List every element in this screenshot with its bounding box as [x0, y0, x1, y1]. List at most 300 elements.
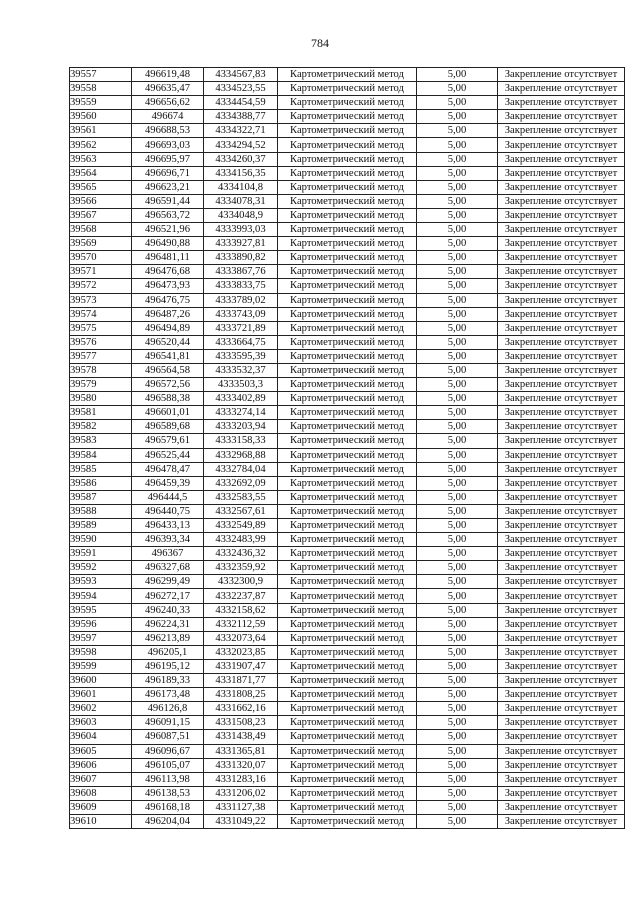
- method-cell: Картометрический метод: [278, 223, 417, 237]
- table-row: [70, 378, 625, 392]
- table-row: [70, 237, 625, 251]
- point-number-cell: 39559: [70, 96, 132, 110]
- table-row: [70, 152, 625, 166]
- x-coordinate-cell: 496091,15: [132, 716, 204, 730]
- table-row: [70, 96, 625, 110]
- table-row: [70, 603, 625, 617]
- method-cell: Картометрический метод: [278, 533, 417, 547]
- table-row: [70, 674, 625, 688]
- point-number-cell: 39565: [70, 180, 132, 194]
- x-coordinate-cell: 496173,48: [132, 688, 204, 702]
- method-cell: Картометрический метод: [278, 476, 417, 490]
- fixing-cell: Закрепление отсутствует: [498, 434, 625, 448]
- point-number-cell: 39596: [70, 617, 132, 631]
- table-row: [70, 180, 625, 194]
- point-number-cell: 39591: [70, 547, 132, 561]
- x-coordinate-cell: 496579,61: [132, 434, 204, 448]
- y-coordinate-cell: 4334078,31: [204, 194, 278, 208]
- y-coordinate-cell: 4334454,59: [204, 96, 278, 110]
- fixing-cell: Закрепление отсутствует: [498, 730, 625, 744]
- fixing-cell: Закрепление отсутствует: [498, 476, 625, 490]
- table-row: [70, 772, 625, 786]
- table-row: [70, 744, 625, 758]
- table-row: [70, 476, 625, 490]
- fixing-cell: Закрепление отсутствует: [498, 378, 625, 392]
- table-row: [70, 293, 625, 307]
- precision-cell: 5,00: [417, 349, 498, 363]
- point-number-cell: 39564: [70, 166, 132, 180]
- fixing-cell: Закрепление отсутствует: [498, 237, 625, 251]
- x-coordinate-cell: 496494,89: [132, 321, 204, 335]
- fixing-cell: Закрепление отсутствует: [498, 772, 625, 786]
- x-coordinate-cell: 496674: [132, 110, 204, 124]
- fixing-cell: Закрепление отсутствует: [498, 645, 625, 659]
- y-coordinate-cell: 4334104,8: [204, 180, 278, 194]
- method-cell: Картометрический метод: [278, 363, 417, 377]
- precision-cell: 5,00: [417, 335, 498, 349]
- table-row: [70, 814, 625, 828]
- x-coordinate-cell: 496525,44: [132, 448, 204, 462]
- fixing-cell: Закрепление отсутствует: [498, 448, 625, 462]
- x-coordinate-cell: 496327,68: [132, 561, 204, 575]
- fixing-cell: Закрепление отсутствует: [498, 744, 625, 758]
- method-cell: Картометрический метод: [278, 152, 417, 166]
- x-coordinate-cell: 496367: [132, 547, 204, 561]
- x-coordinate-cell: 496433,13: [132, 519, 204, 533]
- table-row: [70, 349, 625, 363]
- precision-cell: 5,00: [417, 533, 498, 547]
- fixing-cell: Закрепление отсутствует: [498, 617, 625, 631]
- x-coordinate-cell: 496240,33: [132, 603, 204, 617]
- method-cell: Картометрический метод: [278, 814, 417, 828]
- fixing-cell: Закрепление отсутствует: [498, 519, 625, 533]
- x-coordinate-cell: 496619,48: [132, 68, 204, 82]
- table-row: [70, 716, 625, 730]
- precision-cell: 5,00: [417, 659, 498, 673]
- point-number-cell: 39573: [70, 293, 132, 307]
- point-number-cell: 39570: [70, 251, 132, 265]
- x-coordinate-cell: 496195,12: [132, 659, 204, 673]
- precision-cell: 5,00: [417, 758, 498, 772]
- y-coordinate-cell: 4333867,76: [204, 265, 278, 279]
- point-number-cell: 39598: [70, 645, 132, 659]
- y-coordinate-cell: 4334567,83: [204, 68, 278, 82]
- y-coordinate-cell: 4333664,75: [204, 335, 278, 349]
- precision-cell: 5,00: [417, 786, 498, 800]
- point-number-cell: 39597: [70, 631, 132, 645]
- point-number-cell: 39557: [70, 68, 132, 82]
- method-cell: Картометрический метод: [278, 786, 417, 800]
- x-coordinate-cell: 496213,89: [132, 631, 204, 645]
- y-coordinate-cell: 4333595,39: [204, 349, 278, 363]
- precision-cell: 5,00: [417, 237, 498, 251]
- point-number-cell: 39574: [70, 307, 132, 321]
- fixing-cell: Закрепление отсутствует: [498, 208, 625, 222]
- table-row: [70, 758, 625, 772]
- fixing-cell: Закрепление отсутствует: [498, 251, 625, 265]
- point-number-cell: 39588: [70, 504, 132, 518]
- table-row: [70, 800, 625, 814]
- y-coordinate-cell: 4333993,03: [204, 223, 278, 237]
- y-coordinate-cell: 4332158,62: [204, 603, 278, 617]
- table-row: [70, 110, 625, 124]
- table-row: [70, 406, 625, 420]
- fixing-cell: Закрепление отсутствует: [498, 716, 625, 730]
- precision-cell: 5,00: [417, 772, 498, 786]
- point-number-cell: 39583: [70, 434, 132, 448]
- method-cell: Картометрический метод: [278, 434, 417, 448]
- table-row: [70, 561, 625, 575]
- precision-cell: 5,00: [417, 378, 498, 392]
- point-number-cell: 39600: [70, 674, 132, 688]
- fixing-cell: Закрепление отсутствует: [498, 420, 625, 434]
- precision-cell: 5,00: [417, 631, 498, 645]
- page-number: 784: [311, 36, 329, 50]
- x-coordinate-cell: 496695,97: [132, 152, 204, 166]
- point-number-cell: 39567: [70, 208, 132, 222]
- fixing-cell: Закрепление отсутствует: [498, 152, 625, 166]
- y-coordinate-cell: 4332436,32: [204, 547, 278, 561]
- precision-cell: 5,00: [417, 716, 498, 730]
- method-cell: Картометрический метод: [278, 744, 417, 758]
- method-cell: Картометрический метод: [278, 279, 417, 293]
- point-number-cell: 39605: [70, 744, 132, 758]
- point-number-cell: 39585: [70, 462, 132, 476]
- x-coordinate-cell: 496487,26: [132, 307, 204, 321]
- table-row: [70, 307, 625, 321]
- y-coordinate-cell: 4332023,85: [204, 645, 278, 659]
- precision-cell: 5,00: [417, 504, 498, 518]
- y-coordinate-cell: 4332549,89: [204, 519, 278, 533]
- x-coordinate-cell: 496478,47: [132, 462, 204, 476]
- table-row: [70, 392, 625, 406]
- fixing-cell: Закрепление отсутствует: [498, 265, 625, 279]
- x-coordinate-cell: 496105,07: [132, 758, 204, 772]
- table-row: [70, 490, 625, 504]
- fixing-cell: Закрепление отсутствует: [498, 392, 625, 406]
- method-cell: Картометрический метод: [278, 575, 417, 589]
- y-coordinate-cell: 4331662,16: [204, 702, 278, 716]
- method-cell: Картометрический метод: [278, 321, 417, 335]
- table-body: [70, 68, 625, 829]
- y-coordinate-cell: 4332073,64: [204, 631, 278, 645]
- x-coordinate-cell: 496601,01: [132, 406, 204, 420]
- x-coordinate-cell: 496481,11: [132, 251, 204, 265]
- x-coordinate-cell: 496656,62: [132, 96, 204, 110]
- table-row: [70, 434, 625, 448]
- y-coordinate-cell: 4332483,99: [204, 533, 278, 547]
- table-row: [70, 420, 625, 434]
- point-number-cell: 39595: [70, 603, 132, 617]
- x-coordinate-cell: 496696,71: [132, 166, 204, 180]
- fixing-cell: Закрепление отсутствует: [498, 406, 625, 420]
- y-coordinate-cell: 4334523,55: [204, 82, 278, 96]
- y-coordinate-cell: 4331320,07: [204, 758, 278, 772]
- method-cell: Картометрический метод: [278, 547, 417, 561]
- table-row: [70, 68, 625, 82]
- precision-cell: 5,00: [417, 124, 498, 138]
- x-coordinate-cell: 496459,39: [132, 476, 204, 490]
- table-row: [70, 617, 625, 631]
- precision-cell: 5,00: [417, 96, 498, 110]
- point-number-cell: 39601: [70, 688, 132, 702]
- precision-cell: 5,00: [417, 251, 498, 265]
- fixing-cell: Закрепление отсутствует: [498, 533, 625, 547]
- precision-cell: 5,00: [417, 603, 498, 617]
- fixing-cell: Закрепление отсутствует: [498, 631, 625, 645]
- coordinates-table: [69, 67, 625, 829]
- x-coordinate-cell: 496623,21: [132, 180, 204, 194]
- y-coordinate-cell: 4332968,88: [204, 448, 278, 462]
- fixing-cell: Закрепление отсутствует: [498, 307, 625, 321]
- y-coordinate-cell: 4331438,49: [204, 730, 278, 744]
- point-number-cell: 39590: [70, 533, 132, 547]
- precision-cell: 5,00: [417, 589, 498, 603]
- fixing-cell: Закрепление отсутствует: [498, 335, 625, 349]
- point-number-cell: 39609: [70, 800, 132, 814]
- precision-cell: 5,00: [417, 462, 498, 476]
- y-coordinate-cell: 4331049,22: [204, 814, 278, 828]
- precision-cell: 5,00: [417, 420, 498, 434]
- fixing-cell: Закрепление отсутствует: [498, 321, 625, 335]
- fixing-cell: Закрепление отсутствует: [498, 82, 625, 96]
- y-coordinate-cell: 4331283,16: [204, 772, 278, 786]
- fixing-cell: Закрепление отсутствует: [498, 293, 625, 307]
- x-coordinate-cell: 496520,44: [132, 335, 204, 349]
- precision-cell: 5,00: [417, 180, 498, 194]
- y-coordinate-cell: 4333158,33: [204, 434, 278, 448]
- y-coordinate-cell: 4334048,9: [204, 208, 278, 222]
- x-coordinate-cell: 496189,33: [132, 674, 204, 688]
- method-cell: Картометрический метод: [278, 96, 417, 110]
- precision-cell: 5,00: [417, 223, 498, 237]
- y-coordinate-cell: 4333833,75: [204, 279, 278, 293]
- fixing-cell: Закрепление отсутствует: [498, 166, 625, 180]
- point-number-cell: 39571: [70, 265, 132, 279]
- table-row: [70, 631, 625, 645]
- point-number-cell: 39576: [70, 335, 132, 349]
- y-coordinate-cell: 4331206,02: [204, 786, 278, 800]
- x-coordinate-cell: 496473,93: [132, 279, 204, 293]
- point-number-cell: 39586: [70, 476, 132, 490]
- y-coordinate-cell: 4331871,77: [204, 674, 278, 688]
- precision-cell: 5,00: [417, 321, 498, 335]
- point-number-cell: 39581: [70, 406, 132, 420]
- method-cell: Картометрический метод: [278, 166, 417, 180]
- y-coordinate-cell: 4332359,92: [204, 561, 278, 575]
- method-cell: Картометрический метод: [278, 631, 417, 645]
- method-cell: Картометрический метод: [278, 68, 417, 82]
- y-coordinate-cell: 4334388,77: [204, 110, 278, 124]
- precision-cell: 5,00: [417, 138, 498, 152]
- point-number-cell: 39568: [70, 223, 132, 237]
- method-cell: Картометрический метод: [278, 237, 417, 251]
- point-number-cell: 39558: [70, 82, 132, 96]
- x-coordinate-cell: 496490,88: [132, 237, 204, 251]
- point-number-cell: 39580: [70, 392, 132, 406]
- x-coordinate-cell: 496205,1: [132, 645, 204, 659]
- method-cell: Картометрический метод: [278, 392, 417, 406]
- y-coordinate-cell: 4331365,81: [204, 744, 278, 758]
- point-number-cell: 39606: [70, 758, 132, 772]
- point-number-cell: 39603: [70, 716, 132, 730]
- fixing-cell: Закрепление отсутствует: [498, 363, 625, 377]
- x-coordinate-cell: 496564,58: [132, 363, 204, 377]
- method-cell: Картометрический метод: [278, 758, 417, 772]
- method-cell: Картометрический метод: [278, 293, 417, 307]
- point-number-cell: 39587: [70, 490, 132, 504]
- table-row: [70, 223, 625, 237]
- fixing-cell: Закрепление отсутствует: [498, 504, 625, 518]
- x-coordinate-cell: 496444,5: [132, 490, 204, 504]
- precision-cell: 5,00: [417, 363, 498, 377]
- table-row: [70, 659, 625, 673]
- table-row: [70, 335, 625, 349]
- precision-cell: 5,00: [417, 166, 498, 180]
- y-coordinate-cell: 4332237,87: [204, 589, 278, 603]
- precision-cell: 5,00: [417, 152, 498, 166]
- y-coordinate-cell: 4334156,35: [204, 166, 278, 180]
- x-coordinate-cell: 496476,68: [132, 265, 204, 279]
- precision-cell: 5,00: [417, 702, 498, 716]
- x-coordinate-cell: 496572,56: [132, 378, 204, 392]
- precision-cell: 5,00: [417, 434, 498, 448]
- table-row: [70, 124, 625, 138]
- x-coordinate-cell: 496087,51: [132, 730, 204, 744]
- y-coordinate-cell: 4331508,23: [204, 716, 278, 730]
- fixing-cell: Закрепление отсутствует: [498, 223, 625, 237]
- y-coordinate-cell: 4331808,25: [204, 688, 278, 702]
- y-coordinate-cell: 4333743,09: [204, 307, 278, 321]
- fixing-cell: Закрепление отсутствует: [498, 575, 625, 589]
- precision-cell: 5,00: [417, 194, 498, 208]
- method-cell: Картометрический метод: [278, 617, 417, 631]
- precision-cell: 5,00: [417, 82, 498, 96]
- method-cell: Картометрический метод: [278, 307, 417, 321]
- table-row: [70, 575, 625, 589]
- y-coordinate-cell: 4331127,38: [204, 800, 278, 814]
- method-cell: Картометрический метод: [278, 519, 417, 533]
- precision-cell: 5,00: [417, 617, 498, 631]
- point-number-cell: 39562: [70, 138, 132, 152]
- fixing-cell: Закрепление отсутствует: [498, 194, 625, 208]
- table-row: [70, 251, 625, 265]
- y-coordinate-cell: 4333274,14: [204, 406, 278, 420]
- table-row: [70, 547, 625, 561]
- fixing-cell: Закрепление отсутствует: [498, 124, 625, 138]
- fixing-cell: Закрепление отсутствует: [498, 180, 625, 194]
- table-row: [70, 504, 625, 518]
- x-coordinate-cell: 496563,72: [132, 208, 204, 222]
- method-cell: Картометрический метод: [278, 138, 417, 152]
- table-row: [70, 265, 625, 279]
- point-number-cell: 39579: [70, 378, 132, 392]
- fixing-cell: Закрепление отсутствует: [498, 589, 625, 603]
- table-row: [70, 138, 625, 152]
- x-coordinate-cell: 496096,67: [132, 744, 204, 758]
- y-coordinate-cell: 4331907,47: [204, 659, 278, 673]
- table-row: [70, 462, 625, 476]
- fixing-cell: Закрепление отсутствует: [498, 110, 625, 124]
- method-cell: Картометрический метод: [278, 674, 417, 688]
- precision-cell: 5,00: [417, 265, 498, 279]
- precision-cell: 5,00: [417, 68, 498, 82]
- precision-cell: 5,00: [417, 688, 498, 702]
- point-number-cell: 39575: [70, 321, 132, 335]
- y-coordinate-cell: 4332692,09: [204, 476, 278, 490]
- point-number-cell: 39584: [70, 448, 132, 462]
- precision-cell: 5,00: [417, 392, 498, 406]
- precision-cell: 5,00: [417, 674, 498, 688]
- point-number-cell: 39593: [70, 575, 132, 589]
- table-row: [70, 279, 625, 293]
- x-coordinate-cell: 496272,17: [132, 589, 204, 603]
- fixing-cell: Закрепление отсутствует: [498, 561, 625, 575]
- y-coordinate-cell: 4333890,82: [204, 251, 278, 265]
- precision-cell: 5,00: [417, 744, 498, 758]
- x-coordinate-cell: 496591,44: [132, 194, 204, 208]
- point-number-cell: 39566: [70, 194, 132, 208]
- method-cell: Картометрический метод: [278, 110, 417, 124]
- precision-cell: 5,00: [417, 519, 498, 533]
- y-coordinate-cell: 4333721,89: [204, 321, 278, 335]
- y-coordinate-cell: 4332112,59: [204, 617, 278, 631]
- table-row: [70, 702, 625, 716]
- y-coordinate-cell: 4334260,37: [204, 152, 278, 166]
- method-cell: Картометрический метод: [278, 688, 417, 702]
- method-cell: Картометрический метод: [278, 561, 417, 575]
- fixing-cell: Закрепление отсутствует: [498, 279, 625, 293]
- fixing-cell: Закрепление отсутствует: [498, 688, 625, 702]
- precision-cell: 5,00: [417, 547, 498, 561]
- table-row: [70, 166, 625, 180]
- table-row: [70, 533, 625, 547]
- point-number-cell: 39607: [70, 772, 132, 786]
- fixing-cell: Закрепление отсутствует: [498, 800, 625, 814]
- fixing-cell: Закрепление отсутствует: [498, 462, 625, 476]
- method-cell: Картометрический метод: [278, 180, 417, 194]
- x-coordinate-cell: 496224,31: [132, 617, 204, 631]
- fixing-cell: Закрепление отсутствует: [498, 786, 625, 800]
- method-cell: Картометрический метод: [278, 462, 417, 476]
- method-cell: Картометрический метод: [278, 82, 417, 96]
- precision-cell: 5,00: [417, 279, 498, 293]
- table-row: [70, 321, 625, 335]
- table-row: [70, 688, 625, 702]
- point-number-cell: 39561: [70, 124, 132, 138]
- x-coordinate-cell: 496113,98: [132, 772, 204, 786]
- fixing-cell: Закрепление отсутствует: [498, 349, 625, 363]
- x-coordinate-cell: 496476,75: [132, 293, 204, 307]
- fixing-cell: Закрепление отсутствует: [498, 659, 625, 673]
- x-coordinate-cell: 496126,8: [132, 702, 204, 716]
- point-number-cell: 39610: [70, 814, 132, 828]
- x-coordinate-cell: 496688,53: [132, 124, 204, 138]
- method-cell: Картометрический метод: [278, 603, 417, 617]
- fixing-cell: Закрепление отсутствует: [498, 814, 625, 828]
- method-cell: Картометрический метод: [278, 800, 417, 814]
- fixing-cell: Закрепление отсутствует: [498, 138, 625, 152]
- method-cell: Картометрический метод: [278, 490, 417, 504]
- method-cell: Картометрический метод: [278, 716, 417, 730]
- precision-cell: 5,00: [417, 208, 498, 222]
- method-cell: Картометрический метод: [278, 208, 417, 222]
- precision-cell: 5,00: [417, 800, 498, 814]
- precision-cell: 5,00: [417, 814, 498, 828]
- x-coordinate-cell: 496393,34: [132, 533, 204, 547]
- method-cell: Картометрический метод: [278, 659, 417, 673]
- point-number-cell: 39594: [70, 589, 132, 603]
